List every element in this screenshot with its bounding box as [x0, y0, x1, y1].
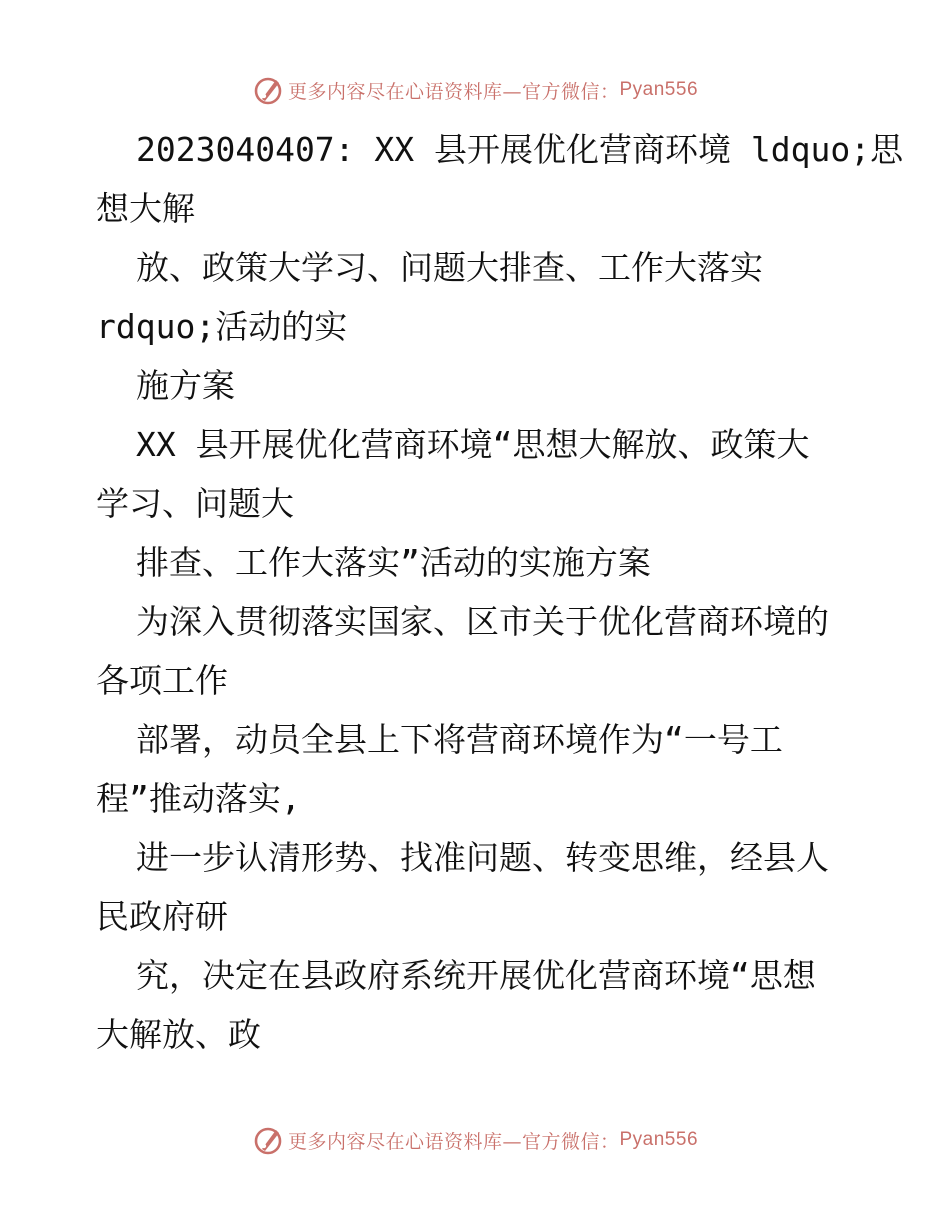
text-line: rdquo;活动的实	[96, 307, 348, 346]
text-line: 放、政策大学习、问题大排查、工作大落实	[136, 248, 763, 287]
text-line: 2023040407: XX 县开展优化营商环境 ldquo;思	[136, 130, 904, 169]
text-line: 排查、工作大落实”活动的实施方案	[136, 543, 651, 582]
text-line: XX 县开展优化营商环境“思想大解放、政策大	[136, 425, 810, 464]
text-line: 部署，动员全县上下将营商环境作为“一号工	[136, 720, 783, 759]
quill-circle-icon	[252, 74, 284, 106]
text-line: 进一步认清形势、找准问题、转变思维，经县人	[136, 838, 829, 877]
watermark-wechat-id: Pyan556	[619, 79, 699, 100]
text-line: 各项工作	[96, 661, 228, 700]
text-line: 民政府研	[96, 897, 228, 936]
document-body	[96, 120, 904, 1064]
quill-circle-icon	[252, 1124, 284, 1156]
text-line: 大解放、政	[96, 1015, 261, 1054]
watermark-header	[0, 74, 950, 106]
watermark-wechat-id: Pyan556	[619, 1129, 699, 1150]
watermark-text: 更多内容尽在心语资料库—官方微信：	[287, 1130, 620, 1153]
watermark-text: 更多内容尽在心语资料库—官方微信：	[287, 80, 620, 103]
text-line: 想大解	[96, 189, 195, 228]
text-line: 学习、问题大	[96, 484, 294, 523]
text-line: 究，决定在县政府系统开展优化营商环境“思想	[136, 956, 816, 995]
text-line: 施方案	[136, 366, 235, 405]
text-line: 程”推动落实,	[96, 779, 301, 818]
watermark-footer	[0, 1124, 950, 1156]
text-line: 为深入贯彻落实国家、区市关于优化营商环境的	[136, 602, 829, 641]
